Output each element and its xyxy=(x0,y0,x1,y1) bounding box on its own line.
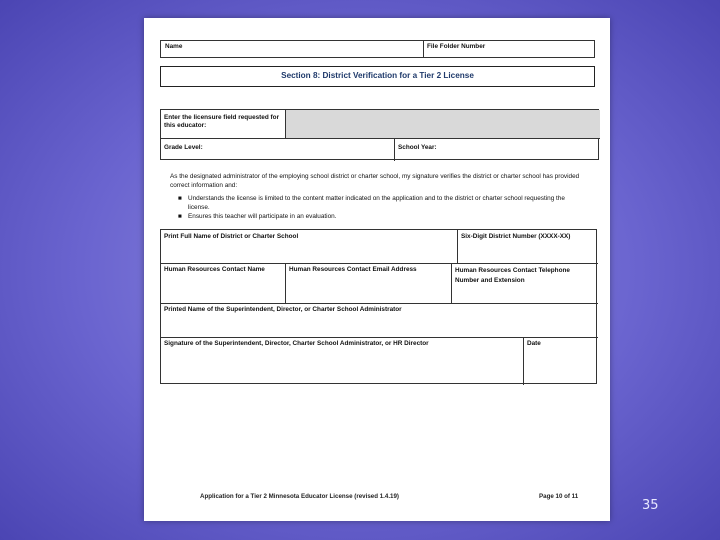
hr-contact-email-label: Human Resources Contact Email Address xyxy=(289,266,417,273)
district-number-label: Six-Digit District Number (XXXX-XX) xyxy=(461,233,571,240)
licensure-field-label: Enter the licensure field requested for this educator: xyxy=(164,114,280,129)
grade-level-label: Grade Level: xyxy=(164,144,203,151)
signature-label: Signature of the Superintendent, Director, Charter School Administrator, or HR Director xyxy=(164,340,429,347)
name-label: Name xyxy=(165,43,183,50)
verification-statement: As the designated administrator of the employing school district or charter school, my signature verifies the district or charter school has provided correct information and: xyxy=(170,173,580,189)
bullet-text: Ensures this teacher will participate in an evaluation. xyxy=(188,213,337,220)
hr-contact-name-label: Human Resources Contact Name xyxy=(164,266,265,273)
document-page xyxy=(144,18,610,521)
district-row-divider xyxy=(457,230,458,263)
bullet-item xyxy=(178,213,588,222)
bullet-item xyxy=(178,195,588,212)
signature-row-divider xyxy=(523,337,524,385)
section-title: Section 8: District Verification for a Tier 2 License xyxy=(160,66,595,87)
licensure-field-input[interactable] xyxy=(285,110,600,138)
licensure-table-divider xyxy=(161,138,600,139)
school-year-label: School Year: xyxy=(398,144,437,151)
hr-contact-phone-label: Human Resources Contact Telephone Number and Extension xyxy=(455,267,570,284)
district-table xyxy=(160,229,597,384)
table-row-divider xyxy=(161,337,598,338)
grade-school-divider xyxy=(394,138,395,161)
bullet-text: Understands the license is limited to the content matter indicated on the application and to the district or charter school requesting the license. xyxy=(188,195,565,211)
name-row xyxy=(160,40,595,58)
slide-number: 35 xyxy=(642,498,659,513)
hr-row-divider xyxy=(451,263,452,303)
district-name-label: Print Full Name of District or Charter School xyxy=(164,233,299,240)
footer-title: Application for a Tier 2 Minnesota Educator License (revised 1.4.19) xyxy=(200,493,399,500)
bullet-icon: ■ xyxy=(178,195,182,202)
name-row-divider xyxy=(423,41,424,57)
table-row-divider xyxy=(161,303,598,304)
footer-page-number: Page 10 of 11 xyxy=(539,493,579,500)
licensure-table xyxy=(160,109,599,160)
hr-row-divider xyxy=(285,263,286,303)
table-row-divider xyxy=(161,263,598,264)
date-label: Date xyxy=(527,340,541,347)
file-folder-label: File Folder Number xyxy=(427,43,486,50)
printed-name-label: Printed Name of the Superintendent, Director, or Charter School Administrator xyxy=(164,306,402,313)
bullet-icon: ■ xyxy=(178,213,182,220)
